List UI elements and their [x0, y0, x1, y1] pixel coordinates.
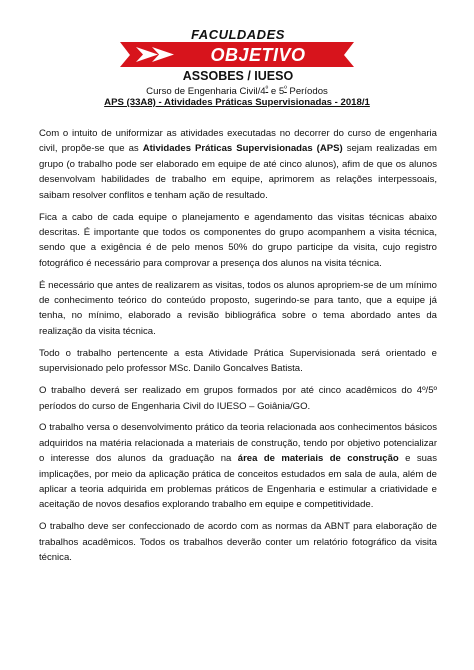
- faculdades-objetivo-logo: [118, 27, 358, 82]
- paragraph-intro: [39, 126, 437, 203]
- paragraph-supervisor: Todo o trabalho pertencente a esta Atividade Prática Supervisionada será orientado e supervisionado pelo professor MSc. Danilo Goncalves Batista.: [39, 347, 437, 375]
- logo-main-text: OBJETIVO: [210, 45, 306, 65]
- text-run: sejam realizadas em grupo (o trabalho pode ser elaborado em equipe de até cinco alunos), afim de que os alunos desenvolvam habilidades de trabalho em equipe, aprimorem as relações interpessoais, saibam resolver conflitos e tenham ação de resultado.: [39, 143, 438, 201]
- logo-bottom-text: ASSOBES / IUESO: [182, 69, 294, 82]
- bold-term: área de materiais de construção: [237, 453, 399, 465]
- ordinal-mark: º: [265, 86, 269, 93]
- paragraph-visits: Fica a cabo de cada equipe o planejamento e agendamento das visitas técnicas abaixo descritas. É importante que todos os componentes do grupo acompanhem a visita técnica, sendo que a exigência é de pelo menos 50% do grupo participe da visita, cujo registro fotográfico é necessário para comprovar a presença dos alunos na visita técnica.: [39, 211, 437, 269]
- paragraph-abnt: O trabalho deve ser confeccionado de acordo com as normas da ABNT para elaboração de trabalhos acadêmicos. Todos os trabalhos deverão conter um relatório fotográfico da visita técnica.: [39, 521, 437, 564]
- course-mid: e 5: [268, 86, 285, 97]
- course-prefix: Curso de Engenharia Civil/4: [146, 86, 266, 97]
- course-suffix: Períodos: [286, 86, 328, 97]
- ordinal-mark: º: [284, 86, 287, 93]
- logo-top-text: FACULDADES: [191, 27, 285, 42]
- course-line: [0, 84, 474, 98]
- text-run: O trabalho versa o desenvolvimento prático da teoria relacionada aos conhecimentos básicos adquiridos na matéria relacionada a materiais de construção, tendo por objetivo potencializar o interesse dos alunos da graduação na: [39, 422, 437, 465]
- paragraph-objective: [39, 420, 437, 512]
- text-run: e suas implicações, por meio da aplicação prática de conceitos estudados em sala de aula, além de aplicar a teoria adquirida em problemas práticos de Engenharia e estimular a criatividade e aceitação de novos desafios explorando trabalho em equipe e competitividade.: [39, 453, 438, 511]
- document-body: [39, 126, 437, 572]
- bold-term: Atividades Práticas Supervisionadas (APS): [142, 143, 343, 155]
- text-run: Com o intuito de uniformizar as atividades executadas no decorrer do curso de engenharia civil, propõe-se que as: [39, 128, 437, 155]
- paragraph-theory: É necessário que antes de realizarem as visitas, todos os alunos apropriem-se de um mínimo de conhecimento teórico do conteúdo proposto, sugerindo-se para tanto, que a equipe já tenha, no mínimo, elaborado a revisão bibliográfica sobre o tema abordado antes da realização da visita técnica.: [39, 279, 437, 337]
- aps-title: APS (33A8) - Atividades Práticas Supervisionadas - 2018/1: [104, 97, 370, 108]
- paragraph-groups: O trabalho deverá ser realizado em grupos formados por até cinco acadêmicos do 4º/5º períodos do curso de Engenharia Civil do IUESO – Goiânia/GO.: [39, 385, 437, 412]
